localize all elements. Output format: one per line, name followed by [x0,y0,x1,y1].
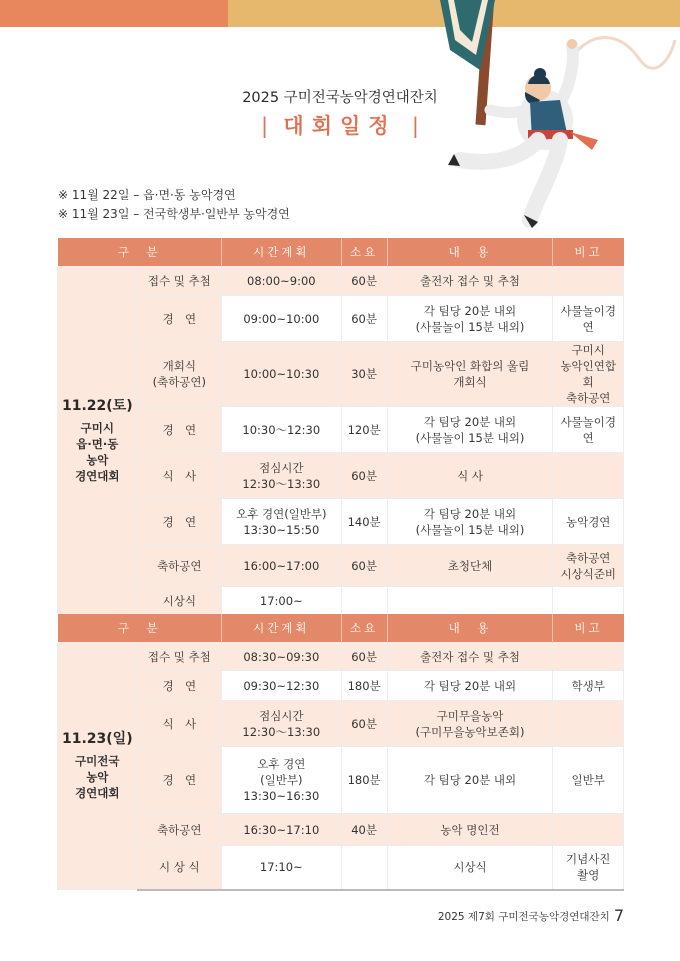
cell-content: 각 팀당 20분 내외 [387,747,553,814]
cell-item: 경 연 [137,747,221,814]
cell-note: 일반부 [553,747,624,814]
cell-time: 10:30～12:30 [222,407,342,453]
table-row [58,342,624,407]
cell-note: 구미시 농악인연합회 축하공연 [553,342,624,407]
header-time: 시간계획 [222,614,342,643]
cell-content: 출전자 접수 및 추첨 [387,267,553,296]
cell-time: 오후 경연(일반부) 13:30~15:50 [222,499,342,545]
table-row [58,814,624,846]
cell-note [553,267,624,296]
cell-time: 10:00~10:30 [222,342,342,407]
cell-time: 점심시간 12:30～13:30 [222,701,342,747]
cell-duration: 60분 [341,453,387,499]
cell-item: 경 연 [137,407,221,453]
header-time: 시간계획 [222,238,342,267]
day-name: 구미전국 농악 경연대회 [75,754,120,800]
cell-duration: 60분 [341,643,387,671]
cell-note [553,643,624,671]
cell-duration: 120분 [341,407,387,453]
table-row [58,296,624,342]
cell-time: 08:30~09:30 [222,643,342,671]
event-subtitle: 2025 구미전국농악경연대잔치 [242,90,438,106]
header-duration: 소요 [341,614,387,643]
table-row [58,643,624,671]
cell-item: 경 연 [137,671,221,701]
cell-item: 접수 및 추첨 [137,267,221,296]
day-name: 구미시 읍·면·동 농악 경연대회 [75,421,120,483]
cell-time: 17:10~ [222,846,342,890]
page-title-text: 대회일정 [283,114,397,138]
cell-note: 사물놀이경연 [553,407,624,453]
cell-content: 농악 명인전 [387,814,553,846]
cell-content: 구미농악인 화합의 울림 개회식 [387,342,553,407]
table-header-row [58,614,624,643]
page-number: 7 [613,906,624,925]
cell-note: 농악경연 [553,499,624,545]
cell-item: 경 연 [137,296,221,342]
cell-time: 08:00~9:00 [222,267,342,296]
day-cell [58,643,138,890]
cell-time: 17:00~ [222,587,342,616]
cell-item: 시상식 [137,587,221,616]
page-footer [438,906,624,925]
cell-note: 사물놀이경연 [553,296,624,342]
cell-note [553,701,624,747]
table-row [58,453,624,499]
day-date: 11.23(일) [62,731,133,747]
cell-item: 개회식 (축하공연) [137,342,221,407]
schedule-notes [58,186,290,224]
schedule-table-day1 [57,238,624,617]
cell-content: 구미무을농악 (구미무을농악보존회) [387,701,553,747]
cell-item: 축하공연 [137,545,221,587]
header-content: 내 용 [387,238,553,267]
cell-note [553,814,624,846]
cell-content: 시상식 [387,846,553,890]
note-day2: ※ 11월 23일 – 전국학생부·일반부 농악경연 [58,207,290,221]
table-header-row [58,238,624,267]
title-bar-left: | [261,114,269,138]
header-category: 구 분 [58,614,222,643]
cell-item: 식 사 [137,453,221,499]
header-category: 구 분 [58,238,222,267]
table-row [58,701,624,747]
table-row [58,545,624,587]
cell-time: 16:30~17:10 [222,814,342,846]
header-content: 내 용 [387,614,553,643]
cell-item: 접수 및 추첨 [137,643,221,671]
schedule-table-day2 [57,614,624,891]
cell-item: 경 연 [137,499,221,545]
cell-item: 축하공연 [137,814,221,846]
cell-duration: 60분 [341,296,387,342]
cell-duration: 60분 [341,545,387,587]
cell-content: 초청단체 [387,545,553,587]
cell-duration: 140분 [341,499,387,545]
table-row [58,587,624,616]
note-day1: ※ 11월 22일 – 읍·면·동 농악경연 [58,188,236,202]
cell-note: 기념사진 촬영 [553,846,624,890]
cell-content: 각 팀당 20분 내외 (사물놀이 15분 내외) [387,407,553,453]
header-duration: 소요 [341,238,387,267]
table-row [58,267,624,296]
cell-note [553,587,624,616]
title-bar-right: | [411,114,419,138]
cell-duration: 40분 [341,814,387,846]
cell-note: 학생부 [553,671,624,701]
cell-duration: 60분 [341,267,387,296]
cell-duration [341,587,387,616]
cell-note [553,453,624,499]
cell-duration: 60분 [341,701,387,747]
header-note: 비고 [553,238,624,267]
cell-time: 16:00~17:00 [222,545,342,587]
cell-note: 축하공연 시상식준비 [553,545,624,587]
table-row [58,747,624,814]
footer-text: 2025 제7회 구미전국농악경연대잔치 [437,911,610,923]
cell-item: 시 상 식 [137,846,221,890]
cell-content: 식 사 [387,453,553,499]
cell-content: 각 팀당 20분 내외 (사물놀이 15분 내외) [387,296,553,342]
cell-time: 09:30~12:30 [222,671,342,701]
cell-content: 각 팀당 20분 내외 (사물놀이 15분 내외) [387,499,553,545]
cell-content [387,587,553,616]
cell-time: 09:00~10:00 [222,296,342,342]
cell-item: 식 사 [137,701,221,747]
cell-content: 출전자 접수 및 추첨 [387,643,553,671]
cell-time: 점심시간 12:30～13:30 [222,453,342,499]
table-row [58,407,624,453]
cell-duration [341,846,387,890]
cell-duration: 180분 [341,671,387,701]
table-row [58,846,624,890]
cell-time: 오후 경연 (일반부) 13:30~16:30 [222,747,342,814]
top-color-bar-left [0,0,228,27]
cell-duration: 30분 [341,342,387,407]
header-note: 비고 [553,614,624,643]
cell-content: 각 팀당 20분 내외 [387,671,553,701]
table-row [58,499,624,545]
day-date: 11.22(토) [62,398,133,414]
day-cell [58,267,138,616]
cell-duration: 180분 [341,747,387,814]
table-row [58,671,624,701]
page-title [0,110,680,140]
